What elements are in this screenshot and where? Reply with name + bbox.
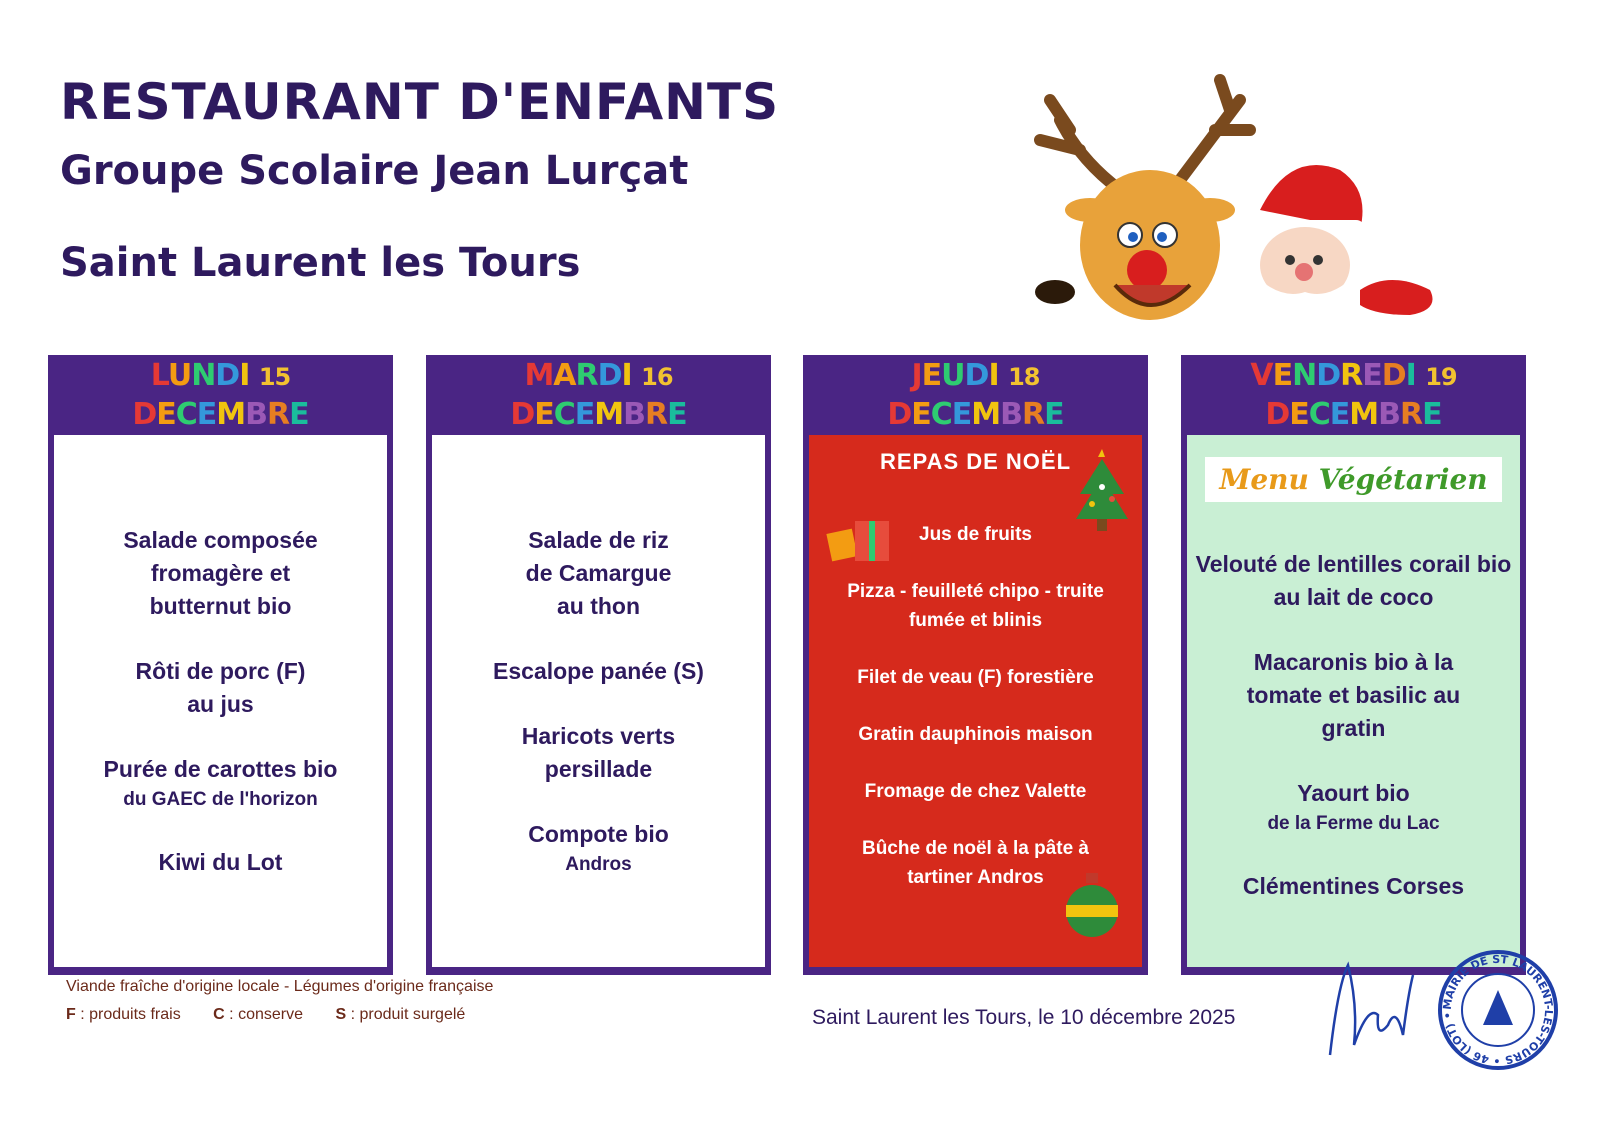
svg-text:MAIRIE DE ST LAURENT-LES-TOURS: MAIRIE DE ST LAURENT-LES-TOURS • 46 (LOT) •	[1440, 952, 1556, 1068]
badge-veg-word: Végétarien	[1318, 463, 1488, 496]
day-column-vendredi	[1181, 355, 1526, 975]
month-name: DECEMBRE	[887, 397, 1064, 432]
day-title	[426, 357, 771, 396]
dish-item: Jus de fruits	[919, 524, 1032, 545]
menu-list	[432, 435, 765, 967]
day-title	[48, 357, 393, 396]
day-number: 19	[1425, 363, 1457, 391]
dish-item: Bûche de noël à la pâte à tartiner Andros	[861, 838, 1090, 888]
day-column-lundi	[48, 355, 393, 975]
dish-item: Pizza - feuilleté chipo - truite fumée et blinis	[847, 581, 1104, 631]
month-name: DECEMBRE	[1265, 397, 1442, 432]
day-number: 18	[1008, 363, 1040, 391]
dish-detail: Andros	[565, 853, 632, 875]
restaurant-title: RESTAURANT D'ENFANTS	[60, 73, 780, 131]
day-number: 16	[641, 363, 673, 391]
dish-item: Salade composée fromagère et butternut bio	[123, 526, 318, 619]
dish-item: Macaronis bio à la tomate et basilic au gratin	[1246, 649, 1461, 741]
menu-list	[809, 435, 1142, 967]
day-header	[803, 355, 1148, 439]
day-name: MARDI	[524, 358, 632, 393]
month-name: DECEMBRE	[132, 397, 309, 432]
month-name: DECEMBRE	[510, 397, 687, 432]
title-block	[60, 70, 779, 289]
code-item: F : produits frais	[66, 1006, 181, 1023]
bauble-icon	[1062, 871, 1122, 937]
signature-stamp	[1318, 945, 1558, 1075]
school-name: Groupe Scolaire Jean Lurçat	[60, 148, 689, 194]
town-hall-stamp	[1440, 952, 1556, 1068]
code-item: C : conserve	[213, 1006, 303, 1023]
day-name: VENDREDI	[1250, 358, 1416, 393]
day-title	[1181, 357, 1526, 396]
dish-item: Compote bio Andros	[528, 818, 669, 879]
dish-detail: du GAEC de l'horizon	[123, 788, 318, 810]
dish-item: Fromage de chez Valette	[864, 781, 1087, 802]
dish-item: Filet de veau (F) forestière	[857, 667, 1094, 688]
dish-item: Clémentines Corses	[1242, 873, 1465, 899]
day-title	[803, 357, 1148, 396]
code-item: S : produit surgelé	[335, 1006, 466, 1023]
codes-legend	[66, 1006, 493, 1024]
day-header	[1181, 355, 1526, 439]
day-header	[48, 355, 393, 439]
dish-item: Salade de riz de Camargue au thon	[525, 526, 672, 619]
vegetarian-badge	[1205, 457, 1501, 502]
origin-note: Viande fraîche d'origine locale - Légumes d'origine française	[66, 978, 494, 995]
dish-item: Gratin dauphinois maison	[858, 724, 1093, 745]
christmas-meal-title: REPAS DE NOËL	[879, 449, 1072, 474]
menu-list	[54, 435, 387, 967]
town-name: Saint Laurent les Tours	[60, 240, 581, 286]
dish-item: Escalope panée (S)	[493, 657, 704, 684]
day-column-mardi	[426, 355, 771, 975]
day-column-jeudi	[803, 355, 1148, 975]
footer-legend	[66, 978, 493, 1034]
day-name: JEUDI	[911, 358, 999, 393]
dish-item: Purée de carottes bio du GAEC de l'horizon	[104, 753, 338, 814]
dish-item: Kiwi du Lot	[158, 848, 283, 875]
dish-item: Yaourt bio de la Ferme du Lac	[1267, 777, 1439, 838]
menu-list	[1187, 435, 1520, 967]
dish-item: Velouté de lentilles corail bio au lait de coco	[1195, 551, 1512, 610]
christmas-tree-icon	[1072, 449, 1132, 535]
gift-icon	[825, 515, 895, 563]
dish-item: Rôti de porc (F) au jus	[135, 657, 306, 717]
signature	[1330, 965, 1413, 1055]
day-number: 15	[258, 363, 291, 391]
dish-item: Haricots verts persillade	[521, 722, 676, 782]
badge-menu-word: Menu	[1219, 463, 1309, 496]
day-header	[426, 355, 771, 439]
issue-date: Saint Laurent les Tours, le 10 décembre 2025	[812, 1006, 1236, 1029]
day-name: LUNDI	[150, 358, 250, 393]
reindeer-santa-illustration	[1000, 60, 1460, 330]
dish-detail: de la Ferme du Lac	[1267, 813, 1440, 834]
